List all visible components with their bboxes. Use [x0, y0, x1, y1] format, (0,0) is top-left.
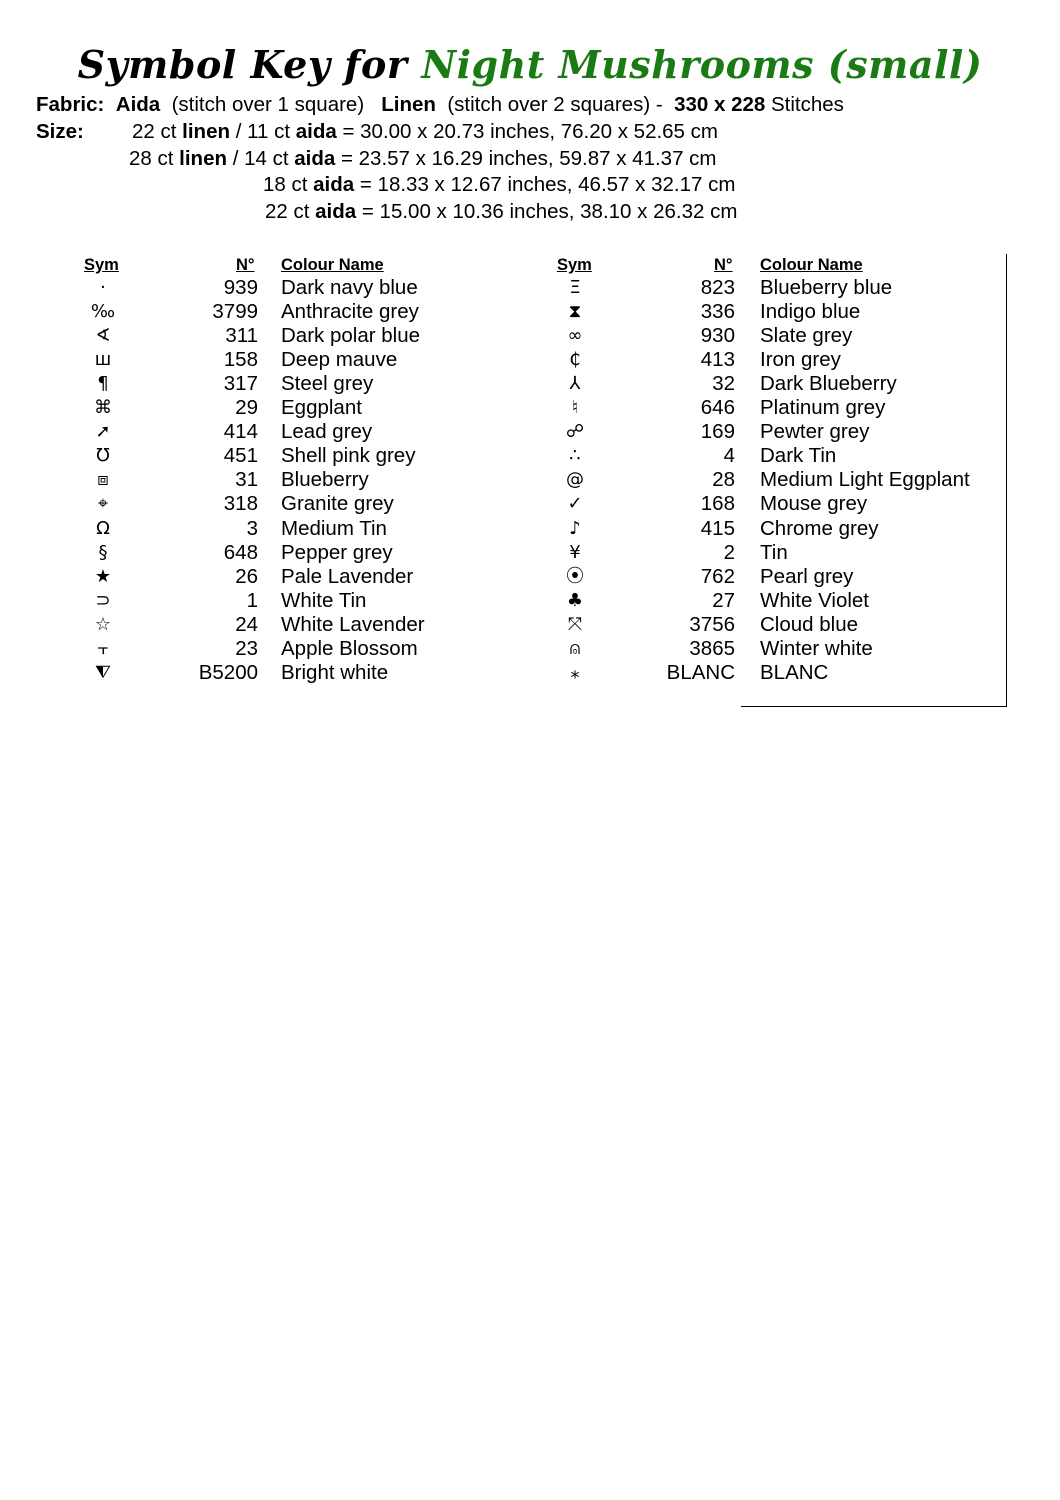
header-name-right: Colour Name [760, 256, 863, 274]
fabric-aida-note: (stitch over 1 square) [171, 93, 365, 116]
page-title [0, 42, 1060, 87]
symbol-glyph: ⤧ [567, 613, 583, 635]
color-number: 939 [223, 276, 258, 299]
color-number: 23 [235, 636, 258, 660]
colour-name: Granite grey [281, 492, 394, 516]
colour-name: Deep mauve [281, 348, 398, 372]
table-row [0, 348, 1060, 372]
symbol-glyph: ‰ [90, 301, 116, 323]
colour-name: Platinum grey [760, 396, 886, 420]
table-row [0, 444, 1060, 468]
colour-name: Iron grey [760, 348, 841, 372]
size-dimensions: = 15.00 x 10.36 inches, 38.10 x 26.32 cm [361, 200, 738, 223]
colour-name: Chrome grey [760, 516, 879, 540]
symbol-glyph: ♣ [566, 589, 584, 611]
symbol-glyph: ⌖ [97, 493, 109, 515]
colour-name: Steel grey [281, 372, 374, 396]
fabric-linen-note: (stitch over 2 squares) - [447, 93, 663, 116]
colour-name: Dark Tin [760, 444, 837, 468]
fabric-linen: Linen [381, 93, 436, 116]
symbol-glyph: ★ [94, 565, 112, 587]
color-number: 415 [700, 516, 735, 540]
size-fabric-alt: aida [295, 120, 337, 143]
color-number: 318 [223, 492, 258, 516]
color-number: 930 [700, 324, 735, 348]
symbol-glyph: ⅄ [569, 373, 581, 395]
symbol-glyph: ∴ [569, 445, 581, 467]
symbol-glyph: ¶ [97, 373, 109, 395]
header-num-right: N° [714, 256, 733, 274]
colour-name: White Violet [760, 588, 870, 612]
colour-name: Pewter grey [760, 420, 870, 444]
color-number: 4 [723, 444, 735, 468]
table-row [0, 589, 1060, 613]
color-number: 2 [723, 540, 735, 564]
color-number: 3756 [689, 612, 735, 636]
color-number: 3865 [689, 636, 735, 660]
colour-name: Eggplant [281, 396, 362, 420]
symbol-glyph: ☍ [565, 421, 585, 443]
size-line-3 [263, 173, 735, 197]
color-number: 27 [712, 588, 735, 612]
size-count: 22 ct [265, 200, 310, 223]
size-line-4 [265, 200, 737, 224]
colour-name: Medium Light Eggplant [760, 468, 970, 492]
size-fabric: linen [182, 120, 230, 143]
symbol-glyph: ℧ [96, 445, 110, 467]
color-number: BLANC [666, 660, 735, 684]
colour-name: Dark polar blue [281, 324, 421, 348]
symbol-glyph: ⧨ [94, 661, 112, 683]
size-dimensions: = 30.00 x 20.73 inches, 76.20 x 52.65 cm [342, 120, 718, 143]
symbol-glyph: ∞ [567, 325, 583, 347]
colour-name: Mouse grey [760, 492, 868, 516]
symbol-glyph: ✓ [567, 493, 583, 515]
color-number: 32 [712, 372, 735, 396]
symbol-glyph: ⍝ [569, 637, 581, 659]
color-number: 414 [223, 420, 258, 444]
symbol-glyph: ¥ [569, 541, 581, 563]
symbol-glyph: § [98, 541, 108, 563]
table-row [0, 565, 1060, 589]
symbol-glyph: ⧈ [97, 469, 109, 491]
size-label: Size: [36, 120, 84, 143]
symbol-glyph: ♪ [569, 517, 581, 539]
symbol-glyph: Ω [96, 517, 110, 539]
symbol-glyph: ➚ [95, 421, 111, 443]
symbol-glyph: ш [94, 349, 112, 371]
color-number: 169 [700, 420, 735, 444]
colour-name: Blueberry blue [760, 276, 893, 299]
symbol-glyph: ∢ [95, 325, 111, 347]
color-number: 336 [700, 300, 735, 324]
table-row [0, 661, 1060, 685]
color-number: 26 [235, 564, 258, 588]
colour-name: Medium Tin [281, 516, 387, 540]
colour-name: Cloud blue [760, 612, 859, 636]
table-row [0, 276, 1060, 300]
symbol-glyph: ♮ [571, 397, 579, 419]
colour-name: Pearl grey [760, 564, 854, 588]
table-right-border [1006, 254, 1007, 706]
color-number: 762 [700, 564, 735, 588]
colour-name: Bright white [281, 660, 389, 684]
symbol-glyph: Ξ [569, 277, 581, 298]
size-dimensions: = 23.57 x 16.29 inches, 59.87 x 41.37 cm [340, 147, 717, 170]
symbol-glyph: · [100, 277, 106, 298]
colour-name: Slate grey [760, 324, 853, 348]
colour-name: White Lavender [281, 612, 425, 636]
colour-name: Indigo blue [760, 300, 861, 324]
colour-name: Pale Lavender [281, 564, 414, 588]
table-row [0, 396, 1060, 420]
size-separator: / 11 ct [235, 120, 291, 143]
color-number: 317 [223, 372, 258, 396]
color-number: B5200 [198, 660, 258, 684]
color-number: 31 [235, 468, 258, 492]
table-row [0, 613, 1060, 637]
symbol-glyph: ⧗ [568, 301, 582, 323]
table-row [0, 420, 1060, 444]
colour-name: Dark Blueberry [760, 372, 897, 396]
pattern-name: Night Mushrooms (small) [421, 42, 983, 87]
table-row [0, 517, 1060, 541]
table-row [0, 637, 1060, 661]
header-sym-left: Sym [84, 256, 119, 274]
symbol-glyph: ₵ [569, 349, 581, 371]
color-number: 3 [246, 516, 258, 540]
header-name-left: Colour Name [281, 256, 384, 274]
color-number: 28 [712, 468, 735, 492]
colour-name: White Tin [281, 588, 367, 612]
stitches-word: Stitches [770, 93, 844, 116]
color-number: 413 [700, 348, 735, 372]
header-sym-right: Sym [557, 256, 592, 274]
symbol-glyph: ⁎ [570, 661, 580, 683]
color-number: 29 [235, 396, 258, 420]
colour-name: Pepper grey [281, 540, 393, 564]
fabric-label: Fabric: [36, 93, 105, 116]
symbol-glyph: ☆ [94, 613, 112, 635]
header-num-left: N° [236, 256, 255, 274]
color-number: 24 [235, 612, 258, 636]
table-row [0, 300, 1060, 324]
size-fabric: aida [315, 200, 357, 223]
size-count: 22 ct [132, 120, 177, 143]
size-count: 18 ct [263, 173, 308, 196]
table-bottom-border [741, 706, 1007, 707]
fabric-aida: Aida [115, 93, 161, 116]
colour-name: BLANC [760, 660, 829, 684]
color-number: 311 [225, 324, 258, 348]
table-row [0, 541, 1060, 565]
size-count: 28 ct [129, 147, 174, 170]
table-row [0, 468, 1060, 492]
colour-name: Apple Blossom [281, 636, 418, 660]
color-number: 823 [700, 276, 735, 299]
colour-name: Winter white [760, 636, 873, 660]
color-number: 451 [223, 444, 258, 468]
colour-name: Anthracite grey [281, 300, 419, 324]
stitch-count: 330 x 228 [674, 93, 766, 116]
symbol-glyph: ⌘ [94, 397, 112, 419]
table-row [0, 324, 1060, 348]
symbol-glyph: ⦿ [566, 565, 584, 587]
size-separator: / 14 ct [232, 147, 289, 170]
color-number: 1 [246, 588, 258, 612]
fabric-line [36, 93, 844, 117]
symbol-glyph: ⊃ [95, 589, 111, 611]
table-row [0, 372, 1060, 396]
colour-name: Dark navy blue [281, 276, 418, 299]
table-row [0, 492, 1060, 516]
size-line-2 [129, 147, 717, 171]
symbol-glyph: @ [566, 469, 584, 491]
color-number: 3799 [212, 300, 258, 324]
size-fabric: aida [313, 173, 355, 196]
color-number: 646 [700, 396, 735, 420]
colour-name: Lead grey [281, 420, 373, 444]
colour-name: Blueberry [281, 468, 369, 492]
color-number: 168 [700, 492, 735, 516]
size-fabric-alt: aida [294, 147, 336, 170]
size-line-1 [132, 120, 718, 144]
colour-name: Tin [760, 540, 788, 564]
color-number: 648 [223, 540, 258, 564]
size-dimensions: = 18.33 x 12.67 inches, 46.57 x 32.17 cm [359, 173, 736, 196]
color-number: 158 [223, 348, 258, 372]
colour-name: Shell pink grey [281, 444, 416, 468]
title-prefix: Symbol Key for [77, 42, 408, 87]
symbol-glyph: ⫟ [97, 637, 109, 659]
size-fabric: linen [179, 147, 227, 170]
